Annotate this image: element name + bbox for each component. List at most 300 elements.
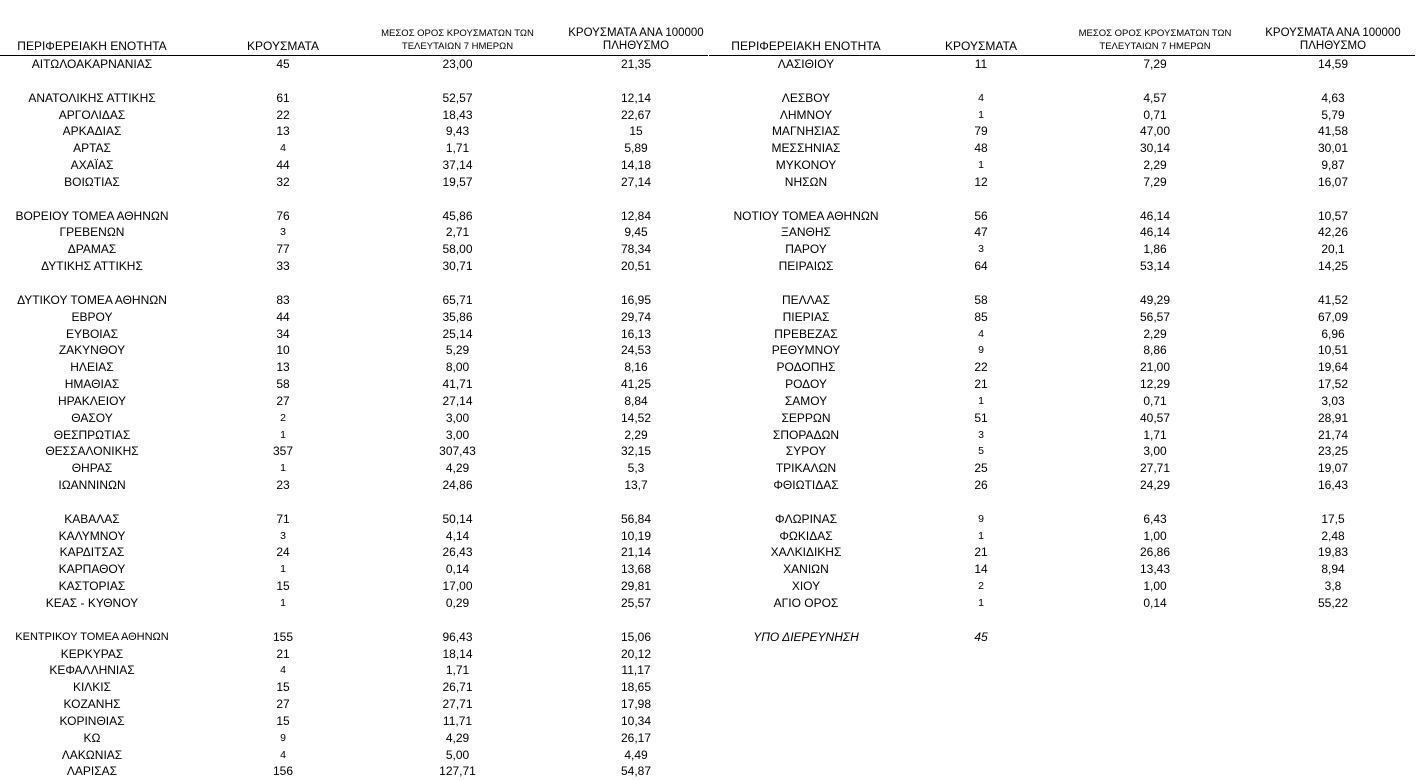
cell-7day-average: 1,71: [1143, 427, 1167, 442]
cell-cases: 32: [276, 174, 290, 189]
cell-regional-unit: ΣΕΡΡΩΝ: [781, 410, 831, 425]
cell-regional-unit: ΚΟΖΑΝΗΣ: [63, 697, 121, 712]
cell-cases-per-100000: 29,81: [620, 579, 652, 594]
cell-7day-average: 23,00: [442, 57, 473, 71]
table-row: [0, 696, 708, 713]
table-row: [0, 747, 708, 764]
cell-regional-unit: ΝΗΣΩΝ: [784, 174, 828, 189]
cell-7day-average: 17,00: [442, 579, 473, 594]
cell-cases-per-100000: 21,14: [620, 545, 652, 560]
cell-cases: 4: [978, 91, 984, 104]
table-row: [709, 410, 1415, 427]
cell-7day-average: 2,71: [445, 225, 470, 240]
cell-regional-unit: ΦΛΩΡΙΝΑΣ: [775, 511, 837, 526]
cell-cases-per-100000: 14,59: [1317, 57, 1349, 71]
cell-7day-average: 4,29: [445, 730, 470, 745]
cell-cases: 1: [280, 563, 286, 576]
cell-cases: 10: [276, 343, 290, 358]
cell-7day-average: 2,29: [1143, 158, 1167, 173]
cell-7day-average: 46,14: [1139, 208, 1171, 223]
table-row: [0, 427, 708, 444]
cell-cases-per-100000: 5,89: [624, 141, 648, 156]
cell-regional-unit: ΥΠΟ ΔΙΕΡΕΥΝΗΣΗ: [753, 629, 859, 644]
table-row: [709, 241, 1415, 258]
table-row: [0, 157, 708, 174]
spacer-row: [709, 494, 1415, 511]
cell-cases: 5: [978, 445, 984, 458]
cell-regional-unit: ΖΑΚΥΝΘΟΥ: [58, 343, 126, 358]
cell-cases: 58: [974, 292, 988, 307]
cell-cases-per-100000: 19,83: [1317, 545, 1349, 560]
cell-cases-per-100000: 15: [629, 124, 643, 139]
cell-cases: 3: [978, 243, 984, 256]
table-row: [0, 544, 708, 561]
cell-cases-per-100000: 23,25: [1317, 444, 1349, 459]
header-regional-unit: ΠΕΡΙΦΕΡΕΙΑΚΗ ΕΝΟΤΗΤΑ: [17, 39, 167, 53]
cell-cases: 13: [276, 124, 290, 139]
table-row: [709, 376, 1415, 393]
cell-cases: 79: [974, 124, 988, 139]
header-7day-average-line1: ΜΕΣΟΣ ΟΡΟΣ ΚΡΟΥΣΜΑΤΩΝ ΤΩΝ: [381, 28, 534, 39]
cell-cases: 4: [978, 327, 984, 340]
cell-regional-unit: ΣΠΟΡΑΔΩΝ: [772, 427, 840, 442]
cell-7day-average: 9,43: [445, 124, 470, 139]
table-row: [0, 292, 708, 309]
cell-cases: 2: [978, 580, 984, 593]
cell-regional-unit: ΧΑΝΙΩΝ: [783, 562, 829, 577]
table-header: [709, 0, 1415, 56]
cell-cases: 9: [280, 731, 286, 744]
cell-cases-per-100000: 10,57: [1317, 208, 1349, 223]
cell-cases: 27: [276, 697, 290, 712]
spacer-row: [709, 73, 1415, 90]
cell-regional-unit: ΗΡΑΚΛΕΙΟΥ: [57, 393, 127, 408]
cell-7day-average: 8,00: [445, 360, 470, 375]
cell-7day-average: 46,14: [1139, 225, 1171, 240]
cell-7day-average: 12,29: [1139, 377, 1171, 392]
cell-regional-unit: ΠΡΕΒΕΖΑΣ: [774, 326, 838, 341]
cell-cases: 1: [978, 529, 984, 542]
cell-7day-average: 18,43: [442, 107, 473, 122]
cell-cases: 77: [276, 242, 290, 257]
cell-cases: 4: [280, 664, 286, 677]
table-row: [0, 763, 708, 780]
cell-cases-per-100000: 3,8: [1324, 579, 1342, 594]
cell-regional-unit: ΛΗΜΝΟΥ: [779, 107, 833, 122]
cell-regional-unit: ΞΑΝΘΗΣ: [781, 225, 831, 240]
cell-regional-unit: ΑΙΤΩΛΟΑΚΑΡΝΑΝΙΑΣ: [31, 57, 153, 71]
cell-cases-per-100000: 14,25: [1317, 259, 1349, 274]
cell-cases: 11: [974, 57, 988, 71]
cell-7day-average: 1,00: [1143, 579, 1167, 594]
cell-cases-per-100000: 14,52: [620, 410, 652, 425]
cell-regional-unit: ΠΕΛΛΑΣ: [781, 292, 831, 307]
cell-cases-per-100000: 17,5: [1321, 511, 1345, 526]
cell-regional-unit: ΑΧΑΪΑΣ: [70, 158, 114, 173]
cell-cases-per-100000: 9,87: [1321, 158, 1345, 173]
cell-7day-average: 65,71: [442, 292, 473, 307]
table-row: [709, 578, 1415, 595]
cell-regional-unit: ΕΒΡΟΥ: [71, 309, 113, 324]
cell-cases: 76: [276, 208, 290, 223]
table-row: [0, 208, 708, 225]
table-row: [0, 393, 708, 410]
table-row: [0, 443, 708, 460]
table-row: [0, 140, 708, 157]
cell-7day-average: 13,43: [1139, 562, 1171, 577]
table-row: [709, 460, 1415, 477]
cell-cases-per-100000: 29,74: [620, 309, 652, 324]
table-row: [0, 511, 708, 528]
cell-cases: 21: [974, 545, 988, 560]
cell-regional-unit: ΙΩΑΝΝΙΝΩΝ: [58, 478, 126, 493]
cell-cases-per-100000: 54,87: [620, 764, 652, 779]
cell-cases: 61: [276, 90, 290, 105]
cell-cases: 156: [272, 764, 294, 779]
cell-regional-unit: ΡΟΔΟΠΗΣ: [776, 360, 836, 375]
cell-regional-unit: ΗΜΑΘΙΑΣ: [64, 377, 120, 392]
cell-regional-unit: ΚΕΦΑΛΛΗΝΙΑΣ: [49, 663, 135, 678]
cell-cases-per-100000: 6,96: [1321, 326, 1345, 341]
cell-7day-average: 11,71: [442, 713, 473, 728]
table-row: [709, 595, 1415, 612]
header-cases: ΚΡΟΥΣΜΑΤΑ: [945, 39, 1017, 53]
right-table: [709, 0, 1415, 646]
table-row: [709, 309, 1415, 326]
table-row: [709, 511, 1415, 528]
cell-cases: 27: [276, 393, 290, 408]
cell-cases: 9: [978, 344, 984, 357]
cell-7day-average: 26,86: [1139, 545, 1171, 560]
cell-cases: 155: [272, 629, 294, 644]
header-7day-average-line2: ΤΕΛΕΥΤΑΙΩΝ 7 ΗΜΕΡΩΝ: [1099, 41, 1211, 52]
cell-7day-average: 1,71: [445, 663, 470, 678]
cell-cases-per-100000: 20,12: [620, 646, 652, 661]
cell-regional-unit: ΦΩΚΙΔΑΣ: [779, 528, 833, 543]
cell-7day-average: 58,00: [442, 242, 473, 257]
cell-regional-unit: ΑΡΓΟΛΙΔΑΣ: [58, 107, 126, 122]
cell-cases-per-100000: 5,79: [1321, 107, 1345, 122]
cell-cases: 9: [978, 512, 984, 525]
cell-cases-per-100000: 26,17: [620, 730, 652, 745]
header-cases: ΚΡΟΥΣΜΑΤΑ: [247, 39, 319, 53]
cell-cases-per-100000: 19,64: [1317, 360, 1349, 375]
header-cases-per-100000: [550, 27, 722, 53]
cell-cases-per-100000: 67,09: [1317, 309, 1349, 324]
table-row: [709, 208, 1415, 225]
table-row: [0, 662, 708, 679]
cell-cases-per-100000: 17,98: [620, 697, 652, 712]
cell-7day-average: 0,71: [1143, 393, 1167, 408]
table-row: [0, 713, 708, 730]
cell-regional-unit: ΚΩ: [83, 730, 101, 745]
cell-cases: 1: [978, 159, 984, 172]
table-row: [709, 629, 1415, 646]
table-row: [709, 157, 1415, 174]
cell-regional-unit: ΤΡΙΚΑΛΩΝ: [775, 461, 837, 476]
cell-regional-unit: ΑΡΤΑΣ: [73, 141, 111, 156]
cell-7day-average: 2,29: [1143, 326, 1167, 341]
cell-cases: 56: [974, 208, 988, 223]
cell-regional-unit: ΝΟΤΙΟΥ ΤΟΜΕΑ ΑΘΗΝΩΝ: [733, 208, 879, 223]
cell-cases-per-100000: 41,58: [1317, 124, 1349, 139]
table-row: [709, 528, 1415, 545]
cell-cases: 47: [974, 225, 988, 240]
cell-7day-average: 49,29: [1139, 292, 1171, 307]
cell-7day-average: 1,00: [1143, 528, 1167, 543]
cell-7day-average: 6,43: [1143, 511, 1167, 526]
cell-cases: 44: [276, 158, 290, 173]
table-row: [709, 90, 1415, 107]
cell-7day-average: 3,00: [445, 427, 470, 442]
header-7day-average: [1062, 27, 1248, 53]
cell-cases: 25: [974, 461, 988, 476]
table-row: [0, 578, 708, 595]
cell-cases-per-100000: 10,19: [620, 528, 652, 543]
cell-regional-unit: ΔΥΤΙΚΟΥ ΤΟΜΕΑ ΑΘΗΝΩΝ: [17, 292, 167, 307]
cell-7day-average: 7,29: [1143, 57, 1167, 71]
cell-regional-unit: ΚΕΝΤΡΙΚΟΥ ΤΟΜΕΑ ΑΘΗΝΩΝ: [15, 630, 169, 643]
cell-cases-per-100000: 19,07: [1317, 461, 1349, 476]
cell-7day-average: 30,14: [1139, 141, 1171, 156]
cell-regional-unit: ΓΡΕΒΕΝΩΝ: [59, 225, 125, 240]
cell-regional-unit: ΛΑΚΩΝΙΑΣ: [61, 747, 123, 762]
cell-cases: 1: [978, 108, 984, 121]
cell-cases-per-100000: 28,91: [1317, 410, 1349, 425]
table-row: [0, 528, 708, 545]
cell-cases: 15: [276, 579, 290, 594]
cell-cases: 14: [974, 562, 988, 577]
cell-cases: 21: [276, 646, 290, 661]
table-row: [0, 107, 708, 124]
cell-7day-average: 40,57: [1139, 410, 1171, 425]
cell-cases-per-100000: 41,25: [620, 377, 652, 392]
cell-cases-per-100000: 16,13: [620, 326, 652, 341]
cell-cases-per-100000: 78,34: [620, 242, 652, 257]
cell-cases: 22: [276, 107, 290, 122]
cell-cases: 64: [974, 259, 988, 274]
cell-regional-unit: ΣΑΜΟΥ: [784, 393, 828, 408]
spacer-row: [0, 275, 708, 292]
cell-regional-unit: ΡΕΘΥΜΝΟΥ: [771, 343, 841, 358]
spacer-row: [0, 494, 708, 511]
cell-7day-average: 35,86: [442, 309, 473, 324]
cell-cases: 45: [276, 57, 290, 71]
spacer-row: [0, 191, 708, 208]
cell-regional-unit: ΣΥΡΟΥ: [785, 444, 827, 459]
cell-cases-per-100000: 10,34: [620, 713, 652, 728]
cell-cases-per-100000: 2,29: [624, 427, 648, 442]
cell-cases: 44: [276, 309, 290, 324]
cell-cases: 21: [974, 377, 988, 392]
cell-7day-average: 52,57: [442, 90, 473, 105]
cell-regional-unit: ΜΑΓΝΗΣΙΑΣ: [771, 124, 841, 139]
header-7day-average-line1: ΜΕΣΟΣ ΟΡΟΣ ΚΡΟΥΣΜΑΤΩΝ ΤΩΝ: [1078, 28, 1232, 39]
cell-cases-per-100000: 18,65: [620, 680, 652, 695]
cell-cases-per-100000: 32,15: [620, 444, 652, 459]
table-row: [0, 90, 708, 107]
cell-cases-per-100000: 14,18: [620, 158, 652, 173]
cell-7day-average: 24,29: [1139, 478, 1171, 493]
cell-cases: 1: [280, 597, 286, 609]
cell-regional-unit: ΚΟΡΙΝΘΙΑΣ: [59, 713, 125, 728]
cell-cases-per-100000: 12,84: [620, 208, 652, 223]
cell-cases: 51: [974, 410, 988, 425]
cell-7day-average: 41,71: [442, 377, 473, 392]
cell-cases-per-100000: 2,48: [1321, 528, 1345, 543]
cell-7day-average: 53,14: [1139, 259, 1171, 274]
table-row: [709, 292, 1415, 309]
spacer-row: [709, 275, 1415, 292]
cell-regional-unit: ΧΑΛΚΙΔΙΚΗΣ: [770, 545, 842, 560]
cell-cases-per-100000: 21,74: [1317, 427, 1349, 442]
cell-7day-average: 4,14: [445, 528, 470, 543]
cell-7day-average: 24,86: [442, 478, 473, 493]
table-row: [0, 561, 708, 578]
cell-cases-per-100000: 21,35: [620, 57, 652, 71]
cell-cases: 1: [280, 462, 286, 475]
cell-7day-average: 5,00: [445, 747, 470, 762]
table-row: [709, 427, 1415, 444]
table-row: [709, 544, 1415, 561]
cell-7day-average: 0,14: [445, 562, 470, 577]
cell-regional-unit: ΡΟΔΟΥ: [785, 377, 827, 392]
table-row: [0, 123, 708, 140]
cell-7day-average: 1,86: [1143, 242, 1167, 257]
cell-regional-unit: ΜΥΚΟΝΟΥ: [775, 158, 837, 173]
table-row: [709, 393, 1415, 410]
table-row: [709, 561, 1415, 578]
cell-7day-average: 30,71: [442, 259, 473, 274]
cell-cases: 4: [280, 142, 286, 155]
table-row: [0, 174, 708, 191]
cell-cases-per-100000: 27,14: [620, 174, 652, 189]
cell-cases-per-100000: 56,84: [620, 511, 652, 526]
cell-regional-unit: ΚΕΡΚΥΡΑΣ: [60, 646, 124, 661]
cell-regional-unit: ΒΟΡΕΙΟΥ ΤΟΜΕΑ ΑΘΗΝΩΝ: [15, 208, 169, 223]
cell-cases-per-100000: 20,1: [1321, 242, 1345, 257]
table-row: [0, 342, 708, 359]
cell-cases-per-100000: 16,95: [620, 292, 652, 307]
cell-7day-average: 0,71: [1143, 107, 1167, 122]
cell-cases-per-100000: 22,67: [620, 107, 652, 122]
table-row: [0, 326, 708, 343]
table-row: [709, 258, 1415, 275]
cell-cases: 85: [974, 309, 988, 324]
cell-7day-average: 7,29: [1143, 174, 1167, 189]
cell-7day-average: 26,71: [442, 680, 473, 695]
table-row: [709, 56, 1415, 73]
cell-7day-average: 27,71: [442, 697, 473, 712]
table-body: [0, 56, 708, 780]
cell-regional-unit: ΚΑΡΠΑΘΟΥ: [58, 562, 126, 577]
table-row: [0, 309, 708, 326]
cell-cases-per-100000: 24,53: [620, 343, 652, 358]
table-row: [709, 342, 1415, 359]
cell-cases-per-100000: 42,26: [1317, 225, 1349, 240]
table-row: [709, 107, 1415, 124]
cell-cases: 13: [276, 360, 290, 375]
header-regional-unit: ΠΕΡΙΦΕΡΕΙΑΚΗ ΕΝΟΤΗΤΑ: [731, 39, 881, 53]
cell-cases: 1: [978, 597, 984, 609]
cell-regional-unit: ΑΡΚΑΔΙΑΣ: [62, 124, 122, 139]
table-row: [709, 477, 1415, 494]
table-row: [0, 730, 708, 747]
cell-cases-per-100000: 41,52: [1317, 292, 1349, 307]
cell-regional-unit: ΠΕΙΡΑΙΩΣ: [778, 259, 834, 274]
table-row: [0, 460, 708, 477]
cell-cases-per-100000: 30,01: [1317, 141, 1349, 156]
table-row: [0, 376, 708, 393]
cell-regional-unit: ΚΕΑΣ - ΚΥΘΝΟΥ: [45, 596, 139, 610]
cell-cases: 45: [974, 629, 988, 644]
cell-cases: 83: [276, 292, 290, 307]
table-row: [0, 629, 708, 646]
table-row: [0, 477, 708, 494]
cell-regional-unit: ΗΛΕΙΑΣ: [70, 360, 114, 375]
cell-7day-average: 45,86: [442, 208, 473, 223]
table-row: [0, 56, 708, 73]
cell-cases-per-100000: 4,49: [624, 747, 648, 762]
cell-cases: 15: [276, 680, 290, 695]
cell-7day-average: 0,14: [1143, 596, 1167, 610]
table-row: [709, 174, 1415, 191]
cell-7day-average: 37,14: [442, 158, 473, 173]
cell-cases-per-100000: 55,22: [1317, 596, 1349, 610]
cell-cases-per-100000: 3,03: [1321, 393, 1345, 408]
header-7day-average: [380, 27, 535, 53]
cell-cases-per-100000: 17,52: [1317, 377, 1349, 392]
header-cases-per-100000: [1249, 27, 1417, 53]
cell-regional-unit: ΠΑΡΟΥ: [785, 242, 827, 257]
table-row: [0, 359, 708, 376]
cell-cases-per-100000: 15,06: [620, 629, 652, 644]
cell-cases-per-100000: 13,68: [620, 562, 652, 577]
cell-cases: 24: [276, 545, 290, 560]
header-per-line1: ΚΡΟΥΣΜΑΤΑ ΑΝΑ 100000: [1265, 27, 1401, 39]
cell-regional-unit: ΚΑΡΔΙΤΣΑΣ: [59, 545, 125, 560]
cell-regional-unit: ΚΑΛΥΜΝΟΥ: [58, 528, 126, 543]
cell-7day-average: 0,29: [445, 596, 470, 610]
cell-regional-unit: ΘΕΣΣΑΛΟΝΙΚΗΣ: [45, 444, 139, 459]
cell-cases-per-100000: 13,7: [624, 478, 648, 493]
header-per-line2: ΠΛΗΘΥΣΜΟ: [1299, 40, 1367, 52]
cell-cases-per-100000: 5,3: [627, 461, 645, 476]
cell-cases: 26: [974, 478, 988, 493]
table-row: [709, 326, 1415, 343]
table-row: [0, 410, 708, 427]
cell-7day-average: 27,14: [442, 393, 473, 408]
cell-cases: 1: [978, 394, 984, 407]
cell-regional-unit: ΒΟΙΩΤΙΑΣ: [64, 174, 120, 189]
cell-regional-unit: ΑΝΑΤΟΛΙΚΗΣ ΑΤΤΙΚΗΣ: [28, 90, 156, 105]
cell-cases: 2: [280, 411, 286, 424]
cell-7day-average: 4,57: [1143, 90, 1167, 105]
cell-7day-average: 50,14: [442, 511, 473, 526]
table-row: [709, 359, 1415, 376]
table-row: [0, 646, 708, 663]
table-row: [0, 224, 708, 241]
cell-regional-unit: ΠΙΕΡΙΑΣ: [782, 309, 830, 324]
cell-cases: 357: [272, 444, 294, 459]
table-row: [709, 140, 1415, 157]
cell-cases-per-100000: 16,07: [1317, 174, 1349, 189]
table-row: [0, 595, 708, 612]
table-row: [0, 679, 708, 696]
table-row: [0, 241, 708, 258]
cell-regional-unit: ΛΕΣΒΟΥ: [781, 90, 831, 105]
spacer-row: [0, 73, 708, 90]
